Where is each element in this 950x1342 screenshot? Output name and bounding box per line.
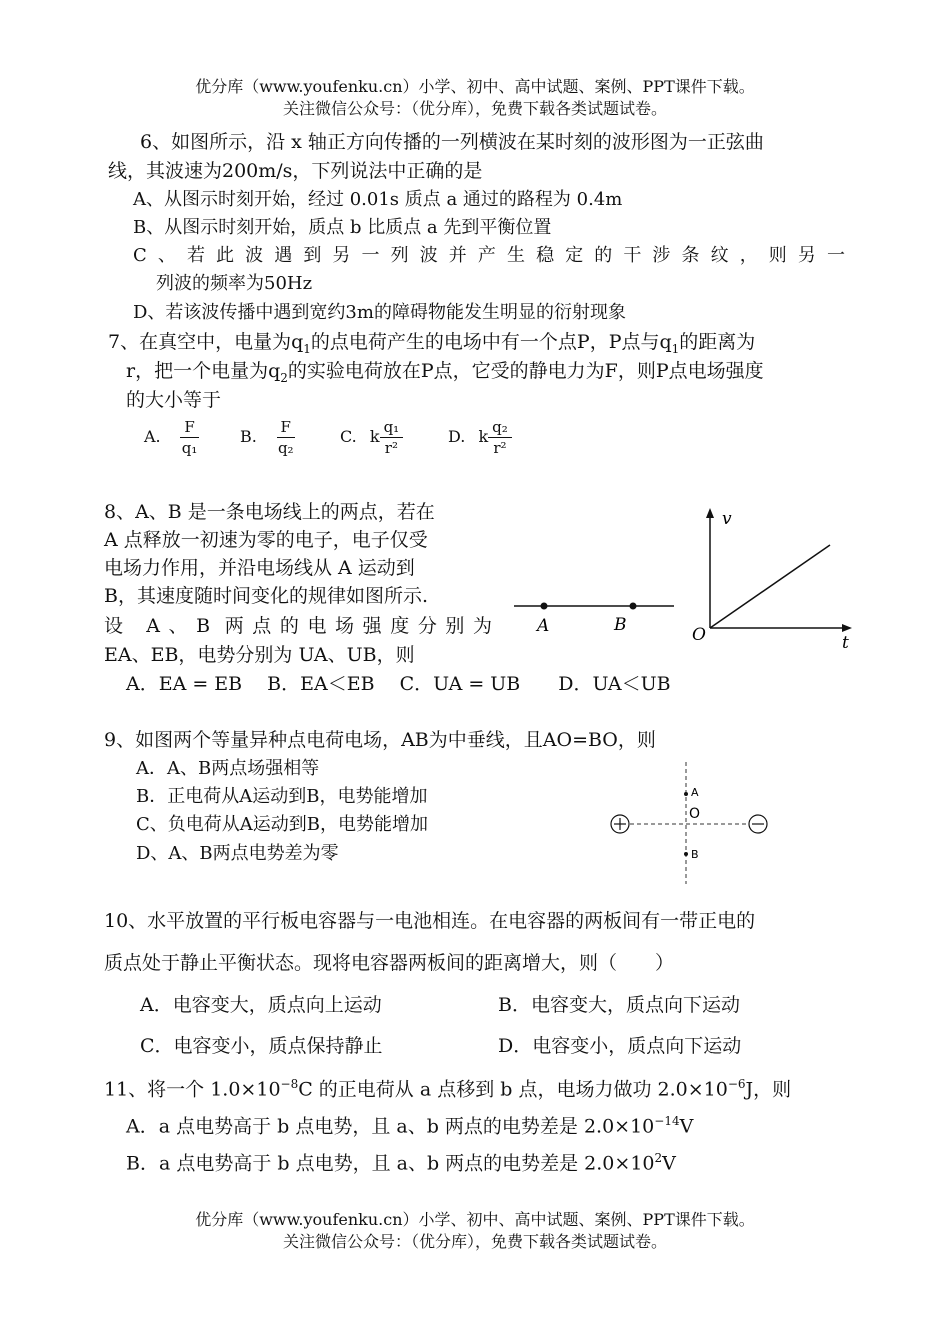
q8-stem-line-1: 8、A、B 是一条电场线上的两点，若在 [104,501,435,523]
v-axis-arrow-icon [706,508,714,518]
q9-option-b: B．正电荷从A运动到B，电势能增加 [136,786,428,807]
velocity-time-graph [692,508,852,653]
q8-figure [500,500,860,660]
t-axis-label: t [842,633,849,653]
header-line-1: 优分库（www.youfenku.cn）小学、初中、高中试题、案例、PPT课件下载。 [195,77,755,96]
q8-options: A．EA = EB B．EA＜EB C．UA = UB D．UA＜UB [126,673,671,695]
q9-option-a: A．A、B两点场强相等 [136,758,320,779]
q10-option-d: D．电容变小，质点向下运动 [498,1035,742,1057]
q10-stem-line-2: 质点处于静止平衡状态。现将电容器两板间的距离增大，则（ ） [104,952,675,974]
t-axis-arrow-icon [842,624,852,632]
point-o-label: O [689,806,701,822]
q9-figure [600,760,780,888]
point-a-label: A [537,616,550,636]
q6-option-d: D、若该波传播中遇到宽约3m的障碍物能发生明显的衍射现象 [133,302,626,323]
velocity-line [710,545,830,628]
header-line-2: 关注微信公众号：（优分库），免费下载各类试题试卷。 [282,99,667,118]
q11-option-a: A．a 点电势高于 b 点电势，且 a、b 两点的电势差是 $2.0\times 10^{-14}V$ [126,1114,694,1138]
q7-stem-line-2: r，把一个电量为$q_2$的实验电荷放在P点，它受的静电力为F，则P点电场强度 [126,360,764,385]
origin-label: O [692,625,706,645]
q7-option-a: A. $\frac{F}{\text{q₁}}$ [144,418,198,457]
field-line-diagram [514,603,674,637]
negative-charge-icon [749,815,767,833]
v-axis-label: v [722,509,732,529]
q11-stem: 11、将一个 $1.0\times 10^{-8}C$ 的正电荷从 a 点移到 b 点，电场力做功 $2.0\times 10^{-6}J$，则 [104,1077,792,1101]
positive-charge-icon [611,815,629,833]
q8-stem-line-2: A 点释放一初速为零的电子，电子仅受 [104,529,428,551]
q6-option-c-line-1: C、若此波遇到另一列波并产生稳定的干涉条纹，则另一 [133,245,845,266]
q7-stem-line-1: 7、在真空中，电量为$q_1$的点电荷产生的电场中有一个点P，P点与$q_1$的距离为 [108,331,756,356]
footer-line-2: 关注微信公众号：（优分库），免费下载各类试题试卷。 [282,1232,667,1251]
q6-stem-line-2: 线，其波速为200m/s，下列说法中正确的是 [108,160,483,182]
q7-stem-line-3: 的大小等于 [126,389,222,411]
point-a-dot [684,792,688,796]
q10-option-b: B．电容变大，质点向下运动 [498,994,740,1016]
point-b-dot [684,852,688,856]
point-b-label: B [614,615,627,635]
point-a-dot [541,603,548,610]
q6-option-a: A、从图示时刻开始，经过 0.01s 质点 a 通过的路程为 0.4m [133,189,623,210]
q10-stem-line-1: 10、水平放置的平行板电容器与一电池相连。在电容器的两板间有一带正电的 [104,910,756,932]
q6-option-c-line-2: 列波的频率为50Hz [156,273,313,294]
q7-option-c: C. k $\frac{\text{q₁}}{\text{r²}}$ [340,418,403,457]
q9-option-d: D、A、B两点电势差为零 [136,843,339,864]
q7-option-d: D. k $\frac{\text{q₂}}{\text{r²}}$ [448,418,512,457]
q10-option-a: A．电容变大，质点向上运动 [140,994,382,1016]
point-b-label: B [691,848,699,861]
point-b-dot [630,603,637,610]
footer-line-1: 优分库（www.youfenku.cn）小学、初中、高中试题、案例、PPT课件下载。 [195,1210,755,1229]
q8-stem-line-5: 设 A、B 两点的电场强度分别为 [104,615,492,637]
q11-option-b: B．a 点电势高于 b 点电势，且 a、b 两点的电势差是 $2.0\times 10^2V$ [126,1151,676,1175]
q10-option-c: C．电容变小，质点保持静止 [140,1035,383,1057]
q7-option-b: B. $\frac{F}{\text{q₂}}$ [240,418,294,457]
q6-stem-line-1: 6、如图所示，沿 x 轴正方向传播的一列横波在某时刻的波形图为一正弦曲 [140,131,764,153]
q8-stem-line-6: EA、EB，电势分别为 UA、UB，则 [104,644,415,666]
q8-stem-line-3: 电场力作用，并沿电场线从 A 运动到 [104,557,415,579]
point-a-label: A [691,786,699,799]
q9-option-c: C、负电荷从A运动到B，电势能增加 [136,814,428,835]
q9-stem: 9、如图两个等量异种点电荷电场，AB为中垂线，且AO=BO，则 [104,729,656,751]
q8-stem-line-4: B，其速度随时间变化的规律如图所示. [104,585,429,607]
q6-option-b: B、从图示时刻开始，质点 b 比质点 a 先到平衡位置 [133,217,552,238]
